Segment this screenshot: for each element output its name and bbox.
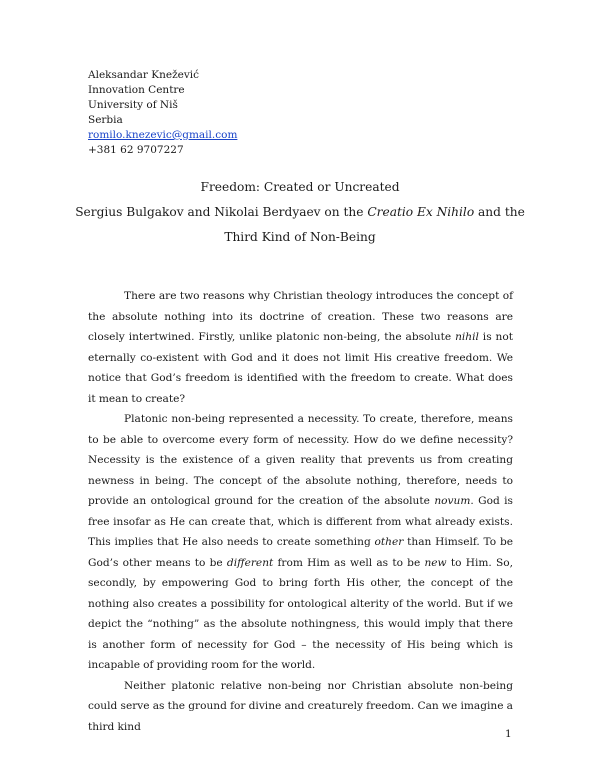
paragraph-2-text-c: . God is free insofar as He can create that, which is different from what already exists. This implies that He also needs to create something [88,495,513,548]
paragraph-2-italic-novum: novum [434,495,471,507]
paper-title [60,175,540,250]
body-text [88,286,513,737]
title-line-2-italic: Creatio Ex Nihilo [367,205,475,219]
page-number: 1 [505,728,512,740]
paragraph-1-text-c: is not eternally co-existent with God and it does not limit His creative freedom. We notice that God’s freedom is identified with the freedom to create. What does it mean to create? [88,331,514,405]
paragraph-3: Neither platonic relative non-being nor Christian absolute non-being could serve as the ground for divine and creaturely freedom. Can we imagine a third kind [88,679,513,733]
paragraph-2 [88,409,513,676]
title-line-2-prefix: Sergius Bulgakov and Nikolai Berdyaev on the [75,205,368,219]
paragraph-1 [88,286,513,409]
author-affiliation: Innovation Centre [88,84,185,96]
author-country: Serbia [88,114,123,126]
paragraph-1-italic-nihil: nihil [455,331,479,343]
paragraph-2-text-g: from Him as well as to be [273,556,425,569]
author-block [88,68,237,158]
paragraph-2-text-i: to Him. So, secondly, by empowering God to bring forth His other, the concept of the nothing also creates a possibility for ontological alterity of the world. But if we depict the “nothing” as the absolute nothingness, this would imply that there is another form of necessity for God – the necessity of His being which is incapable of providing room for the world. [88,556,513,671]
title-line-2 [60,200,540,225]
paragraph-1-text-a: There are two reasons why Christian theology introduces the concept of the absolute nothing into its doctrine of creation. These two reasons are closely intertwined. Firstly, unlike platonic non-being, the absolute [88,290,513,343]
paragraph-2-italic-different: different [226,556,274,569]
author-university: University of Niš [88,99,178,111]
author-phone: +381 62 9707227 [88,144,184,156]
paragraph-2-text-e: than Himself. To be God’s other means to be [88,536,513,569]
title-line-1: Freedom: Created or Uncreated [200,180,400,194]
paragraph-2-italic-other: other [374,536,404,548]
author-name: Aleksandar Knežević [88,69,200,81]
paragraph-2-italic-new: new [424,556,447,569]
paragraph-2-text-a: Platonic non-being represented a necessity. To create, therefore, means to be able to overcome every form of necessity. How do we define necessity? Necessity is the existence of a given reality that prevents us from creating newness in being. The concept of the absolute nothing, therefore, needs to provide an ontological ground for the creation of the absolute [88,413,513,507]
title-line-3: Third Kind of Non-Being [224,230,376,244]
author-email-link[interactable]: romilo.knezevic@gmail.com [88,129,238,141]
title-line-2-suffix: and the [474,205,525,219]
